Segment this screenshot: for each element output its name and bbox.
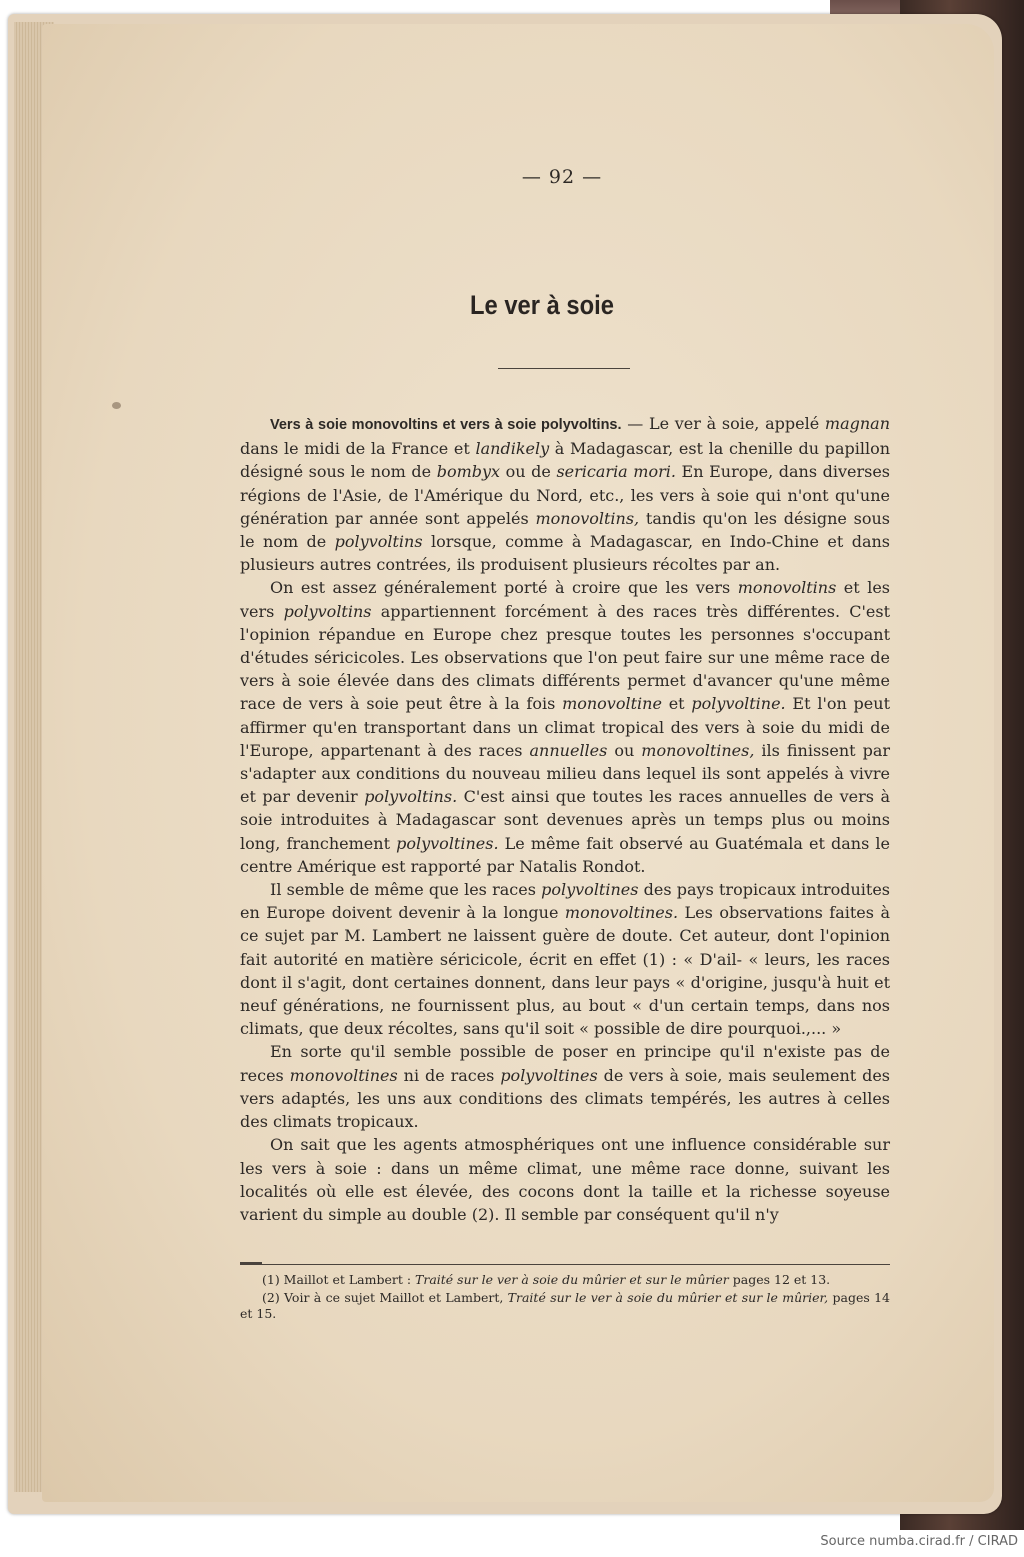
text-run: En Europe, dans diverses régions de l'Asie, de l'Amérique du Nord, etc., les vers à soie qui n'ont qu'une génération par année sont appelés xyxy=(240,462,891,528)
text-run: et les vers xyxy=(240,578,891,621)
text-run: de vers à soie, mais seulement des vers adaptés, les uns aux conditions des climats tempérés, les autres à celles des climats tropicaux. xyxy=(240,1065,891,1132)
page-number: — 92 — xyxy=(521,166,603,188)
text-run: (1) Maillot et Lambert : xyxy=(262,1272,416,1287)
text-run: à Madagascar, est la chenille du papillon désigné sous le nom de xyxy=(240,439,891,482)
italic-term: polyvoltine. xyxy=(691,694,786,714)
body-text xyxy=(240,412,890,1226)
italic-term: Traité sur le ver à soie du mûrier et sur le mûrier xyxy=(415,1272,729,1287)
text-run: C'est ainsi que toutes les races annuelles de vers à soie introduites à Madagascar sont devenues après un temps plus ou moins long, franchement xyxy=(240,787,890,853)
text-run: — Le ver à soie, appelé xyxy=(621,414,825,433)
text-run: Et l'on peut affirmer qu'en transportant dans un climat tropical des vers à soie du midi de l'Europe, appartenant à des races xyxy=(240,694,891,760)
footnote xyxy=(240,1272,890,1288)
italic-term: monovoltine xyxy=(562,694,662,714)
italic-term: magnan xyxy=(824,414,891,433)
text-run: On est assez généralement porté à croire que les vers xyxy=(270,578,738,598)
paragraph-lead: Vers à soie monovoltins et vers à soie polyvoltins. xyxy=(270,417,622,433)
italic-term: Traité sur le ver à soie du mûrier et sur le mûrier, xyxy=(507,1290,829,1305)
footnote-divider xyxy=(240,1264,890,1265)
ink-blot xyxy=(112,402,121,409)
italic-term: polyvoltines xyxy=(541,880,639,900)
text-run: ni de races xyxy=(397,1065,501,1085)
footnotes xyxy=(240,1272,890,1324)
text-run: et xyxy=(661,694,692,714)
text-run: En sorte qu'il semble possible de poser en principe qu'il n'existe pas de reces xyxy=(240,1042,890,1085)
paragraph xyxy=(240,1040,890,1133)
source-credit: Source numba.cirad.fr / CIRAD xyxy=(820,1534,1018,1549)
text-run: des pays tropicaux introduites en Europe doivent devenir à la longue xyxy=(240,880,890,923)
italic-term: bombyx xyxy=(436,462,501,482)
text-run: tandis qu'on les désigne sous le nom de xyxy=(240,508,890,552)
italic-term: sericaria mori. xyxy=(556,462,676,482)
text-run: ils finissent par s'adapter aux conditions du nouveau milieu dans lequel ils sont appelés à vivre et par devenir xyxy=(240,740,891,807)
text-run: Il semble de même que les races xyxy=(270,880,542,900)
paragraph xyxy=(240,412,890,576)
footnote xyxy=(240,1290,890,1322)
text-run: Le même fait observé au Guatémala et dans le centre Amérique est rapporté par Natalis Rondot. xyxy=(240,833,891,876)
text-run: Les observations faites à ce sujet par M. Lambert ne laissent guère de doute. Cet auteur, dont l'opinion fait autorité en matière séricicole, écrit en effet (1) : « D'ail- « leurs, les races dont il s'agit, dont certaines donnent, dans leur pays « d'origine, jusqu'à huit et neuf générations, ne fournissent plus, au bout « d'un certain temps, dans nos climats, que deux récoltes, sans qu'il soit « possible de dire pourquoi.,... » xyxy=(240,903,890,1039)
text-run: ou xyxy=(607,740,642,760)
paragraph xyxy=(240,878,890,1040)
italic-term: polyvoltins xyxy=(283,601,372,621)
text-run: appartiennent forcément à des races très différentes. C'est l'opinion répandue en Europe chez presque toutes les personnes s'occupant d'études séricicoles. Les observations que l'on peut faire sur une même race de vers à soie élevée dans des climats différents permet d'avancer qu'une même race de vers à soie peut être à la fois xyxy=(240,601,891,714)
italic-term: monovoltins xyxy=(737,578,837,598)
text-run: pages 12 et 13. xyxy=(728,1272,831,1287)
italic-term: landikely xyxy=(475,439,550,459)
italic-term: polyvoltins. xyxy=(364,787,458,807)
italic-term: annuelles xyxy=(529,740,608,760)
text-run: On sait que les agents atmosphériques ont une influence considérable sur les vers à soie : dans un même climat, une même race donne, suivant les localités où elle est élevée, des cocons dont la taille et la richesse soyeuse varient du simple au double (2). Il semble par conséquent qu'il n'y xyxy=(240,1135,890,1224)
text-run: dans le midi de la France et xyxy=(240,439,476,459)
italic-term: monovoltines xyxy=(289,1065,398,1085)
italic-term: monovoltines, xyxy=(641,740,755,760)
text-run: ou de xyxy=(500,462,557,482)
italic-term: polyvoltins xyxy=(334,532,423,552)
italic-term: polyvoltines. xyxy=(396,833,499,853)
paragraph xyxy=(240,1133,890,1226)
text-run: lorsque, comme à Madagascar, en Indo-Chine et dans plusieurs autres contrées, ils produisent plusieurs récoltes par an. xyxy=(240,532,890,575)
page-title: Le ver à soie xyxy=(470,290,614,320)
italic-term: polyvoltines xyxy=(500,1065,598,1085)
text-run: (2) Voir à ce sujet Maillot et Lambert, xyxy=(262,1290,508,1305)
italic-term: monovoltines. xyxy=(564,903,679,923)
italic-term: monovoltins, xyxy=(535,508,640,528)
paragraph xyxy=(240,576,890,878)
title-divider xyxy=(498,368,630,369)
text-run: pages 14 et 15. xyxy=(240,1290,891,1321)
